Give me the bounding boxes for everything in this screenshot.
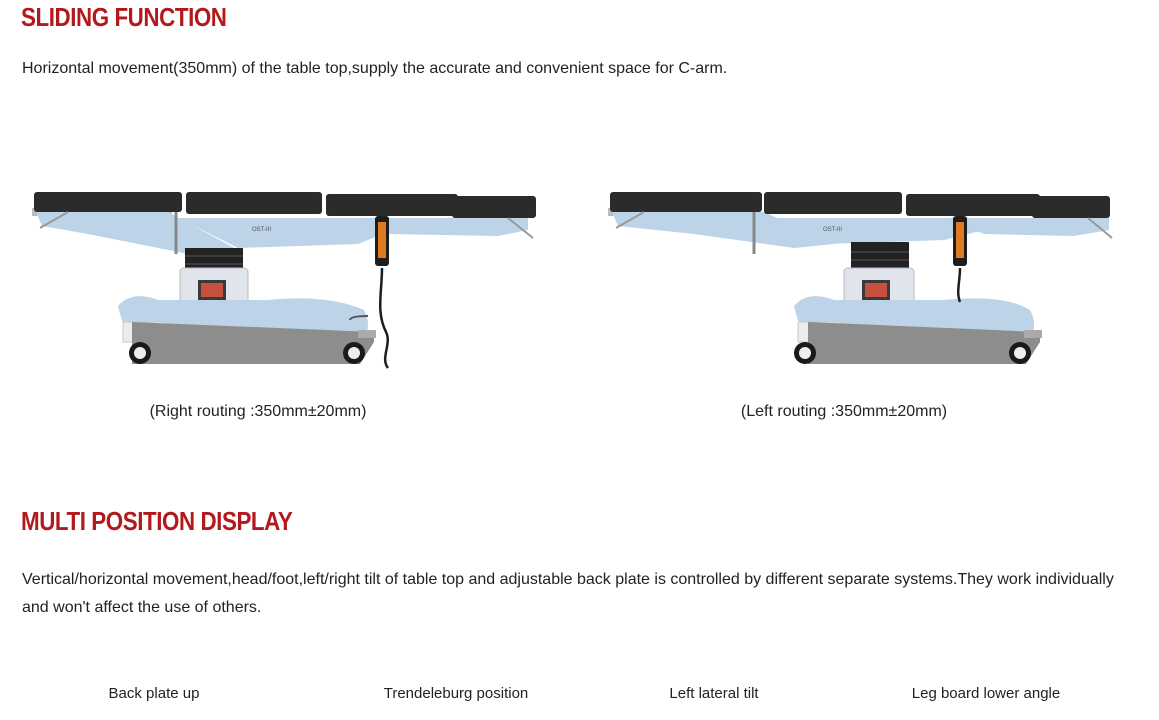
operating-table-illustration <box>608 192 1112 364</box>
caption-right-routing: (Right routing :350mm±20mm) <box>149 403 367 420</box>
operating-table-right-routing-image <box>28 182 548 374</box>
multi-position-description: Vertical/horizontal movement,head/foot,left/right tilt of table top and adjustable back plate is controlled by different separate systems.They work individually and won't affect the use of others. <box>22 571 1114 616</box>
model-label: OST-III <box>252 227 272 233</box>
position-label: Left lateral tilt <box>669 685 759 702</box>
model-label: OST-III <box>823 227 843 233</box>
position-label: Trendeleburg position <box>383 685 529 702</box>
position-label: Back plate up <box>108 685 200 702</box>
operating-table-illustration <box>32 192 536 368</box>
sliding-description: Horizontal movement(350mm) of the table top,supply the accurate and convenient space for C-arm. <box>22 60 728 77</box>
caption-left-routing: (Left routing :350mm±20mm) <box>740 403 948 420</box>
position-label: Leg board lower angle <box>911 685 1061 702</box>
section-title-sliding: SLIDING FUNCTION <box>21 2 227 32</box>
operating-table-left-routing-image <box>604 182 1124 374</box>
section-title-multi-position: MULTI POSITION DISPLAY <box>21 506 293 536</box>
